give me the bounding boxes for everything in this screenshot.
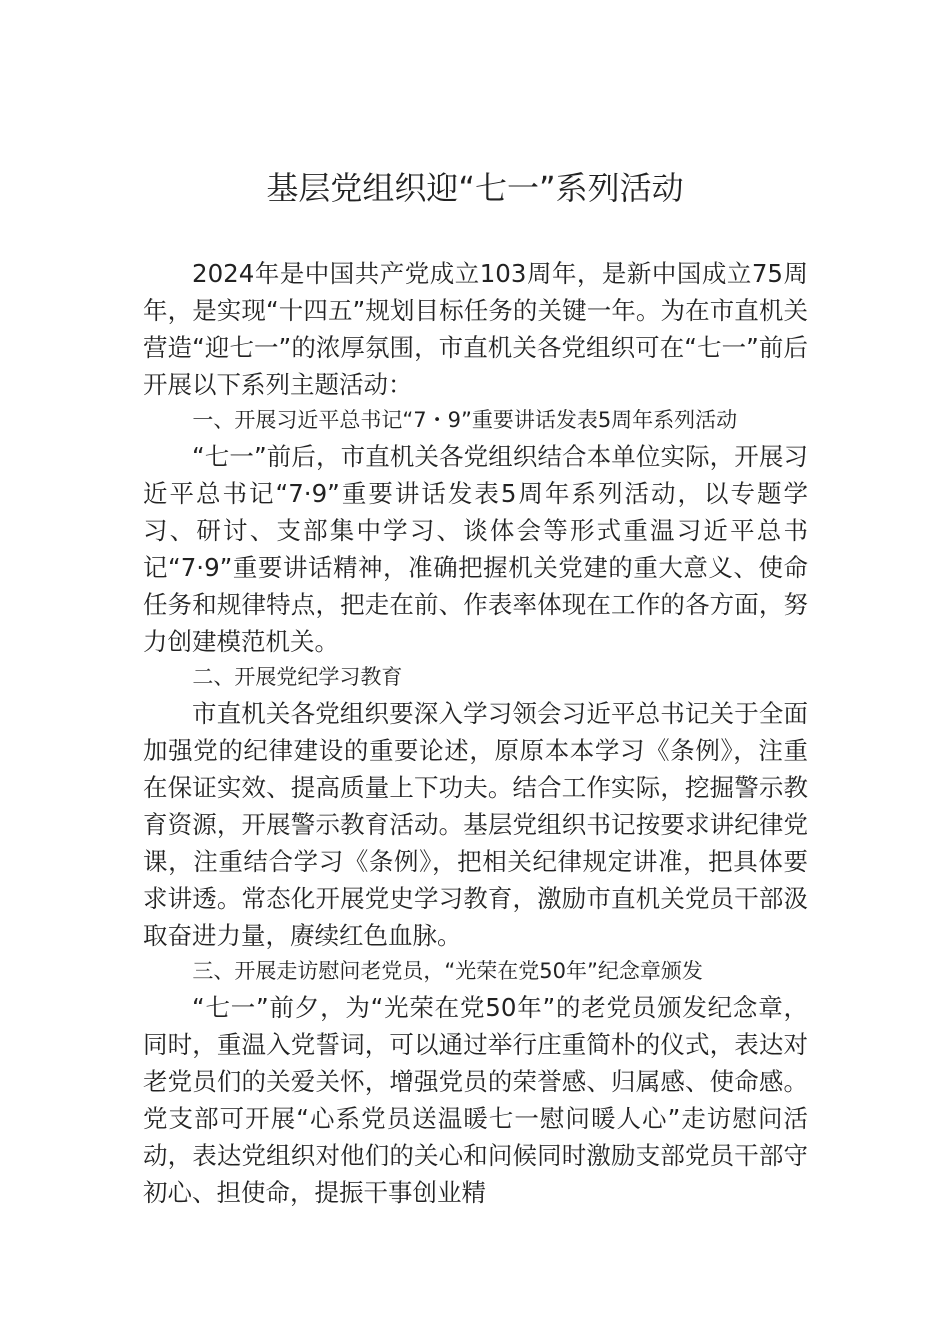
document-title: 基层党组织迎“七一”系列活动 (266, 169, 684, 207)
section-heading-1: 一、开展习近平总书记“7・9”重要讲话发表5周年系列活动 (192, 408, 738, 432)
section-heading-3: 三、开展走访慰问老党员，“光荣在党50年”纪念章颁发 (192, 959, 703, 983)
section-paragraph-3: “七一”前夕，为“光荣在党50年”的老党员颁发纪念章，同时，重温入党誓词，可以通过举行庄重简朴的仪式，表达对老党员们的关爱关怀，增强党员的荣誉感、归属感、使命感。党支部可开展“心系党员送温暖七一慰问暖人心”走访慰问活动，表达党组织对他们的关心和问候同时激励支部党员干部守初心、担使命，提振干事创业精 (143, 993, 808, 1207)
section-paragraph-2: 市直机关各党组织要深入学习领会习近平总书记关于全面加强党的纪律建设的重要论述，原原本本学习《条例》，注重在保证实效、提高质量上下功夫。结合工作实际，挖掘警示教育资源，开展警示教育活动。基层党组织书记按要求讲纪律党课，注重结合学习《条例》，把相关纪律规定讲准，把具体要求讲透。常态化开展党史学习教育，激励市直机关党员干部汲取奋进力量，赓续红色血脉。 (143, 699, 808, 950)
document-body (143, 255, 808, 1211)
intro-paragraph: 2024年是中国共产党成立103周年，是新中国成立75周年，是实现“十四五”规划目标任务的关键一年。为在市直机关营造“迎七一”的浓厚氛围，市直机关各党组织可在“七一”前后开展以下系列主题活动： (143, 259, 808, 399)
section-heading-2: 二、开展党纪学习教育 (192, 665, 403, 689)
section-paragraph-1: “七一”前后，市直机关各党组织结合本单位实际，开展习近平总书记“7·9”重要讲话发表5周年系列活动，以专题学习、研讨、支部集中学习、谈体会等形式重温习近平总书记“7·9”重要讲话精神，准确把握机关党建的重大意义、使命任务和规律特点，把走在前、作表率体现在工作的各方面，努力创建模范机关。 (143, 442, 808, 656)
